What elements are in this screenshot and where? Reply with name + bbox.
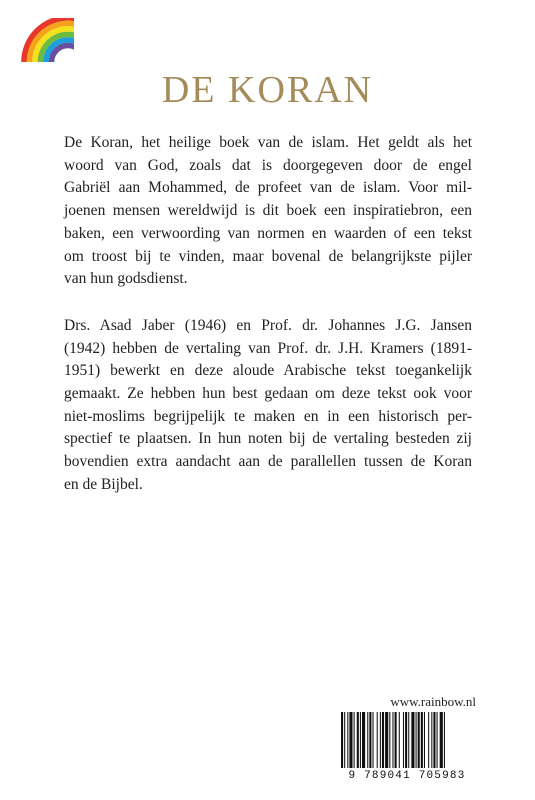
barcode-bar [357, 712, 359, 768]
barcode-bar [367, 712, 368, 768]
barcode-bar [347, 712, 348, 768]
blurb-line: (1942) hebben de vertaling van Prof. dr. J.H. Kramers (1891- [64, 339, 472, 357]
barcode-bar [354, 712, 355, 768]
blurb-line: van hun godsdienst. [64, 270, 188, 288]
barcode-bar [373, 712, 374, 768]
book-title: DE KORAN [161, 69, 374, 111]
barcode-bar [424, 712, 425, 768]
barcode-bar [403, 712, 404, 768]
barcode-bar [341, 712, 343, 768]
publisher-website: www.rainbow.nl [390, 694, 476, 709]
barcode-bar [385, 712, 388, 768]
barcode-bar [389, 712, 390, 768]
blurb-line: en de Bijbel. [64, 475, 143, 493]
barcode-bar [431, 712, 432, 768]
blurb-paragraph-2 [64, 315, 472, 497]
barcode-bar [399, 712, 400, 768]
isbn-number: 9 789041 705983 [348, 770, 466, 782]
barcode-bar [433, 712, 435, 768]
barcode-bar [362, 712, 365, 768]
blurb-line: bovendien extra aandacht aan de parallellen tussen de Koran [64, 453, 472, 471]
barcode-bar [408, 712, 409, 768]
barcode-bar [428, 712, 429, 768]
blurb-line: De Koran, het heilige boek van de islam. Het geldt als het [64, 134, 472, 151]
blurb-line: Drs. Asad Jaber (1946) en Prof. dr. Johannes J.G. Jansen [64, 316, 472, 334]
barcode-bar [360, 712, 361, 768]
rainbow-logo-icon [18, 18, 74, 62]
blurb-paragraph-1 [64, 132, 472, 291]
barcode-bar [382, 712, 384, 768]
blurb-line: gemaakt. Ze hebben hun best gedaan om deze tekst ook voor [64, 385, 472, 403]
blurb [64, 132, 472, 521]
barcode-bar [416, 712, 417, 768]
blurb-line: Gabriël aan Mohammed, de profeet van de islam. Voor mil- [64, 179, 472, 197]
barcode-bar [349, 712, 352, 768]
blurb-line: 1951) bewerkt en deze aloude Arabische tekst toegankelijk [64, 362, 472, 380]
barcode-bar [421, 712, 423, 768]
blurb-line: joenen mensen wereldwijd is dit boek een inspiratiebron, een [64, 202, 472, 220]
barcode-bar [369, 712, 371, 768]
barcode-bar [405, 712, 407, 768]
rainbow-arc [52, 46, 75, 63]
barcode-bar [437, 712, 438, 768]
barcode-bar [377, 712, 378, 768]
blurb-line: baken, een verwoording van normen en waarden of een tekst [64, 224, 472, 242]
barcode-bar [418, 712, 420, 768]
barcode-bar [392, 712, 393, 768]
barcode-bar [344, 712, 345, 768]
blurb-line: woord van God, zoals dat is doorgegeven door de engel [64, 156, 472, 174]
blurb-line: spectief te plaatsen. In hun noten bij de vertaling besteden zij [64, 430, 472, 448]
barcode-bar [444, 712, 445, 768]
blurb-line: niet-moslims begrijpelijk te maken en in een historisch per- [64, 407, 472, 425]
barcode-bar [380, 712, 381, 768]
barcode-bar [395, 712, 397, 768]
blurb-line: om troost bij te vinden, maar bovenal de belangrijkste pijler [64, 247, 472, 265]
barcode-bar [440, 712, 443, 768]
barcode-bar [411, 712, 414, 768]
